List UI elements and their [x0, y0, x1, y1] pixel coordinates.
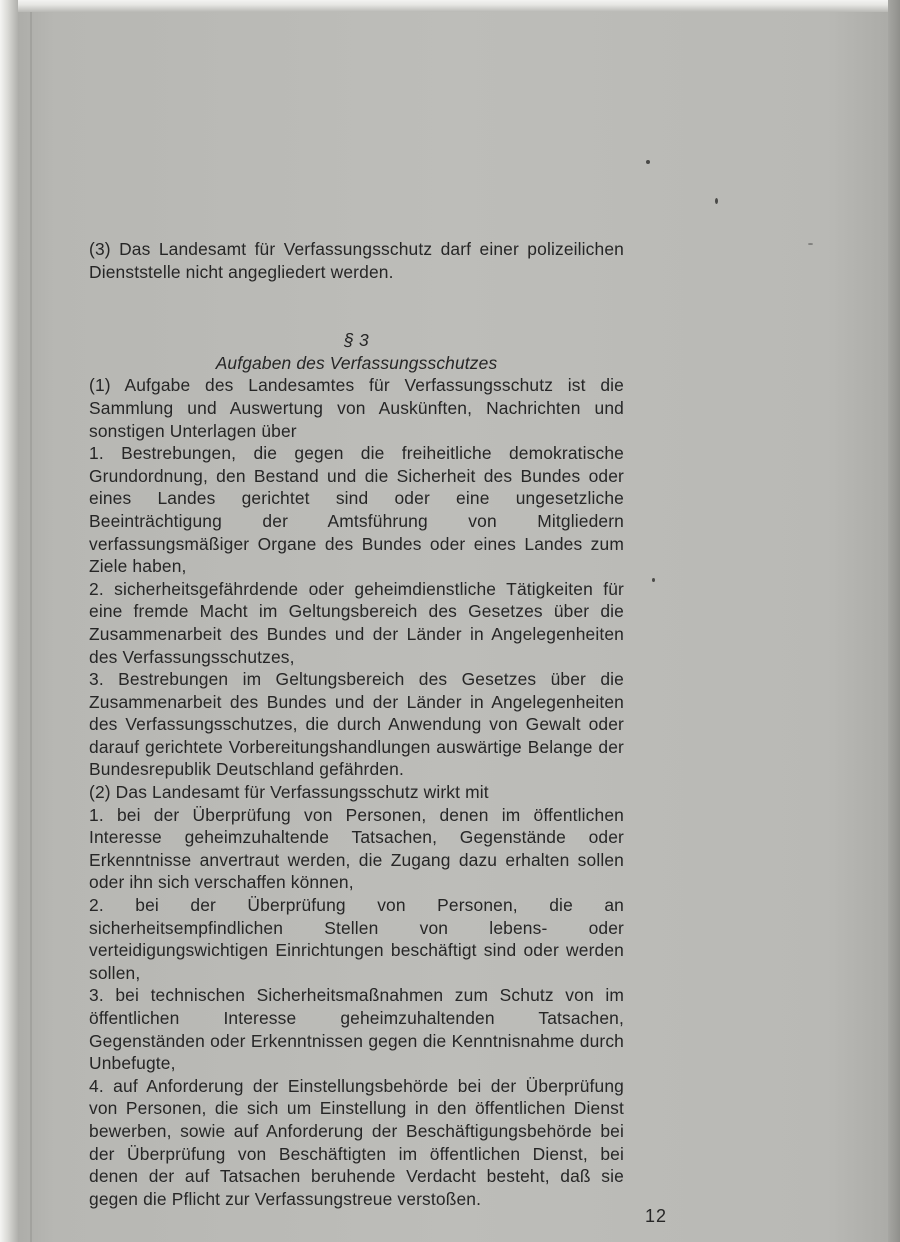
scan-speck [808, 243, 813, 245]
paragraph: 1. Bestrebungen, die gegen die freiheitliche demokratische Grundordnung, den Bestand und die Sicherheit des Bundes oder eines Landes gerichtet sind oder eine ungesetzliche Beeinträchtigung der Amtsführung von Mitgliedern verfassungsmäßiger Organe des Bundes oder eines Landes zum Ziele haben, [89, 443, 624, 577]
paragraph: 2. bei der Überprüfung von Personen, die an sicherheitsempfindlichen Stellen von lebens- oder verteidigungswichtigen Einrichtungen beschäftigt sind oder werden sollen, [89, 895, 624, 983]
paragraph: 3. Bestrebungen im Geltungsbereich des Gesetzes über die Zusammenarbeit des Bundes und der Länder in Angelegenheiten des Verfassungsschutzes, die durch Anwendung von Gewalt oder darauf gerichtete Vorbereitungshandlungen auswärtige Belange der Bundesrepublik Deutschland gefährden. [89, 669, 624, 780]
intro-paragraph: (3) Das Landesamt für Verfassungsschutz darf einer polizeilichen Dienststelle nicht angegliedert werden. [89, 239, 624, 282]
section-number: § 3 [344, 330, 369, 351]
paragraph: (1) Aufgabe des Landesamtes für Verfassungsschutz ist die Sammlung und Auswertung von Auskünften, Nachrichten und sonstigen Unterlagen über [89, 375, 624, 441]
binding-line [30, 12, 32, 1242]
document-body [89, 238, 624, 1210]
page-left-edge [0, 0, 18, 1242]
page-right-edge [888, 0, 900, 1242]
paragraph: 4. auf Anforderung der Einstellungsbehörde bei der Überprüfung von Personen, die sich um Einstellung in den öffentlichen Dienst bewerben, sowie auf Anforderung der Beschäftigungsbehörde bei der Überprüfung von Beschäftigten im öffentlichen Dienst, bei denen der auf Tatsachen beruhende Verdacht besteht, daß sie gegen die Pflicht zur Verfassungstreue verstoßen. [89, 1075, 624, 1209]
paragraph: (2) Das Landesamt für Verfassungsschutz wirkt mit [89, 782, 489, 803]
section-title: Aufgaben des Verfassungsschutzes [215, 352, 498, 373]
scan-speck [715, 198, 718, 204]
paragraph: 2. sicherheitsgefährdende oder geheimdienstliche Tätigkeiten für eine fremde Macht im Geltungsbereich des Gesetzes über die Zusammenarbeit des Bundes und der Länder in Angelegenheiten des Verfassungsschutzes, [89, 578, 624, 667]
page-top-edge [0, 0, 900, 12]
page-number: 12 [645, 1206, 668, 1226]
paragraph: 3. bei technischen Sicherheitsmaßnahmen zum Schutz von im öffentlichen Interesse geheimzuhaltenden Tatsachen, Gegenständen oder Erkenntnissen gegen die Kenntnisnahme durch Unbefugte, [89, 985, 624, 1074]
scan-speck [652, 578, 655, 582]
scan-speck [646, 160, 650, 164]
paragraph: 1. bei der Überprüfung von Personen, denen im öffentlichen Interesse geheimzuhaltende Tatsachen, Gegenstände oder Erkenntnisse anvertraut werden, die Zugang dazu erhalten sollen oder ihn sich verschaffen können, [89, 804, 624, 893]
